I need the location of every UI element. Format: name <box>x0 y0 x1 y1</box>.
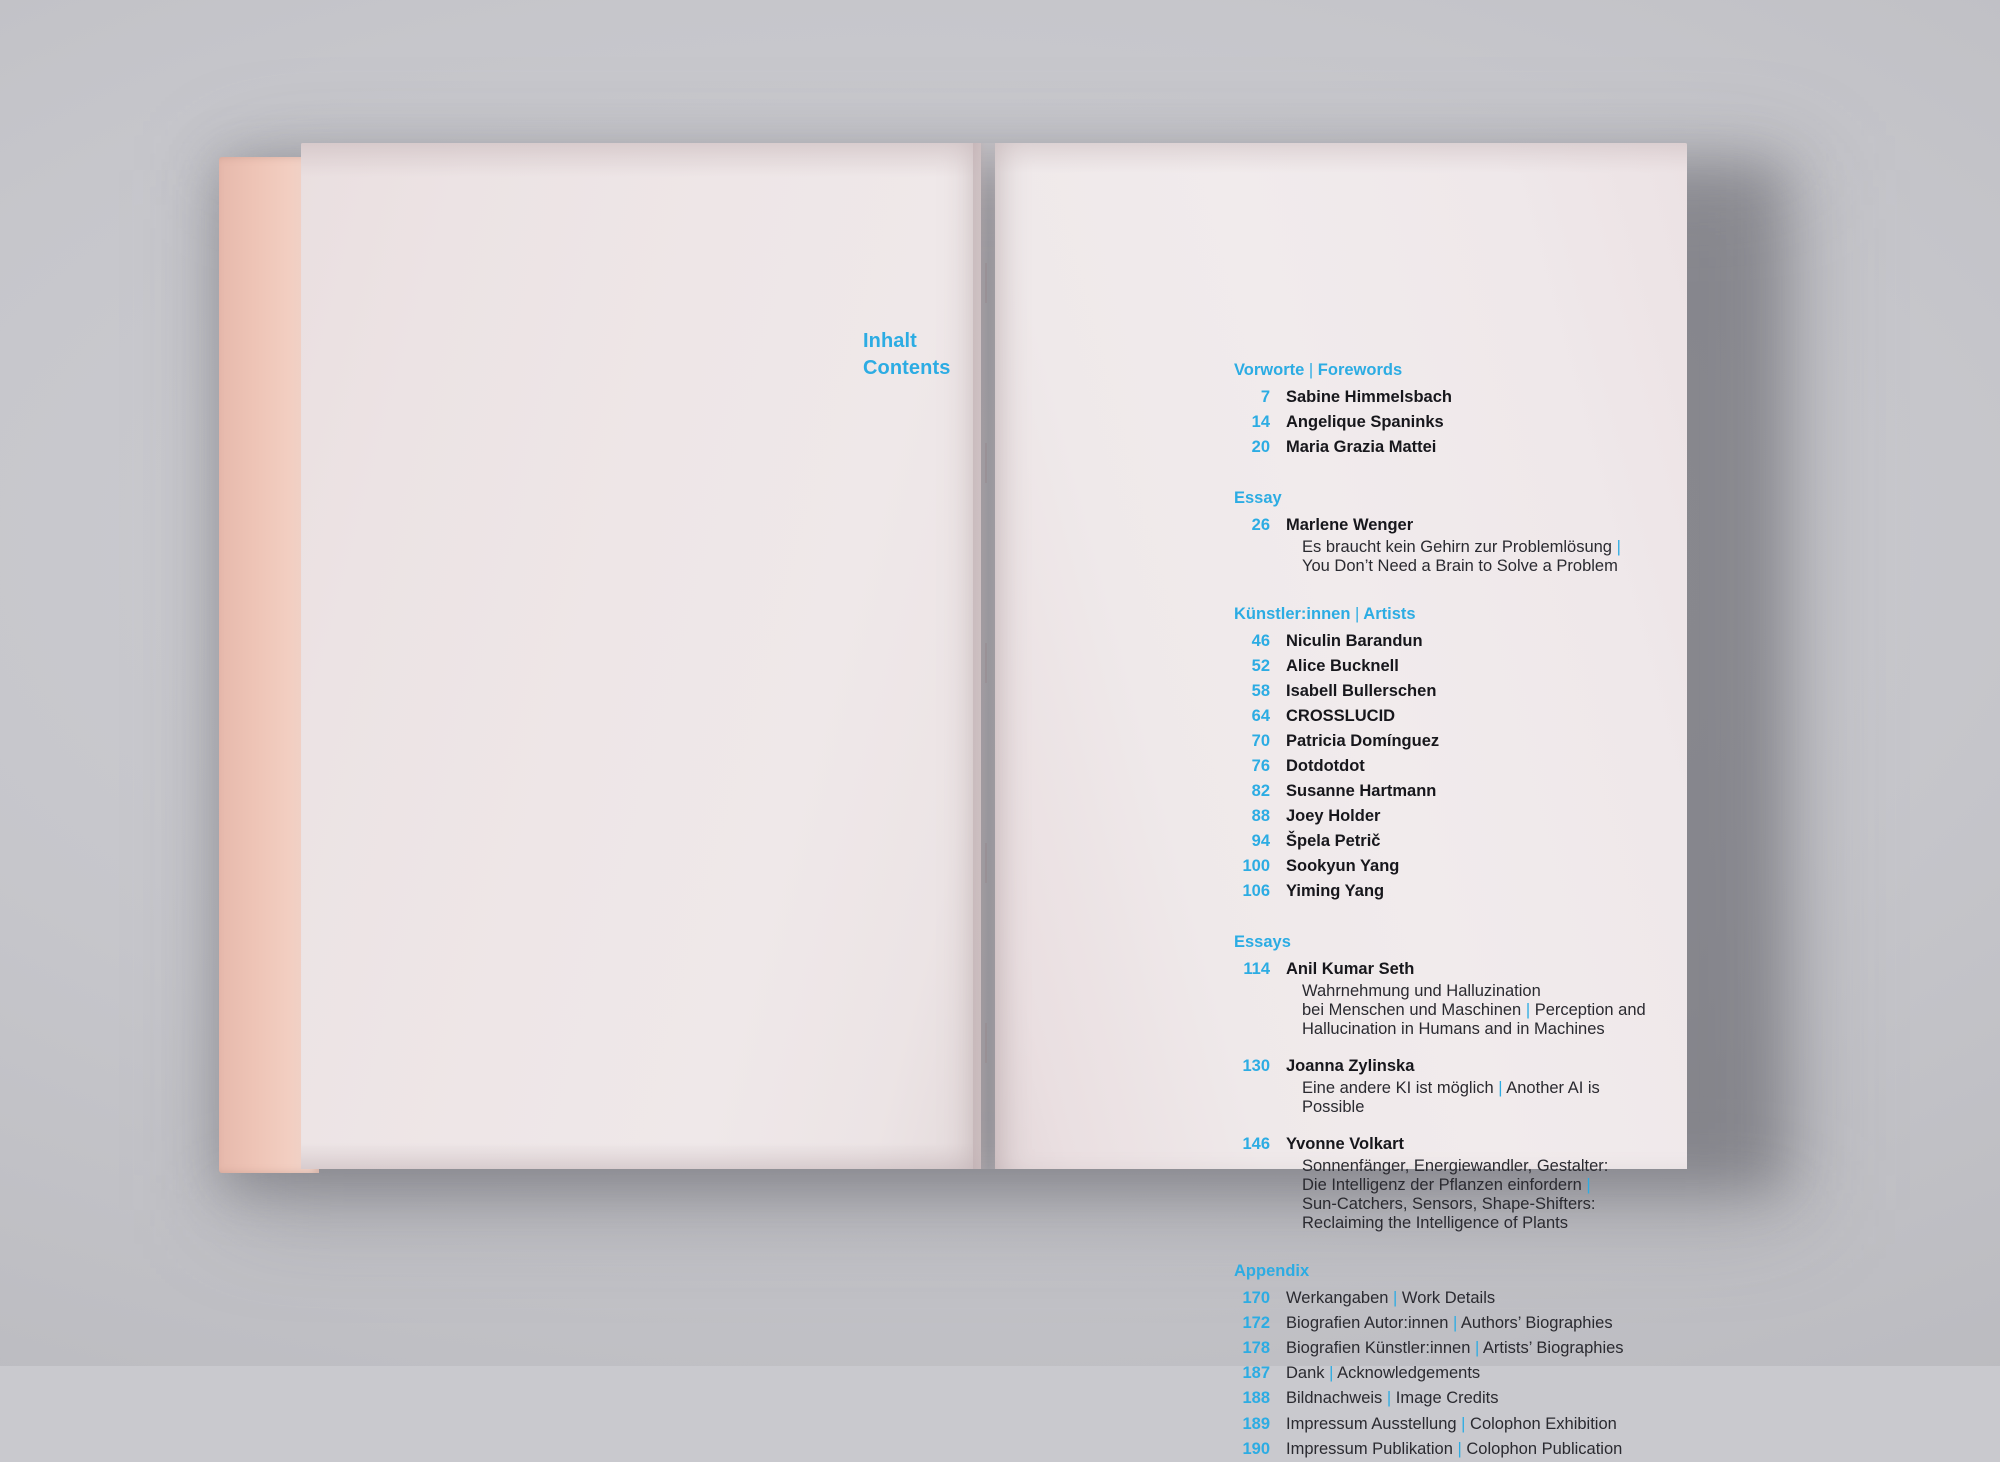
toc-page-number: 20 <box>1251 437 1270 456</box>
toc-section-appendix <box>1234 1259 1654 1461</box>
toc-entry[interactable] <box>1234 854 1654 879</box>
toc-page-number: 190 <box>1242 1439 1270 1458</box>
toc-entry[interactable] <box>1234 1437 1654 1462</box>
toc-entry-title: Susanne Hartmann <box>1286 782 1437 801</box>
toc-entry-title: Bildnachweis | Image Credits <box>1286 1389 1499 1408</box>
toc-entry-title: Alice Bucknell <box>1286 656 1399 675</box>
toc-page-number: 100 <box>1242 857 1270 876</box>
toc-entry-title: Sabine Himmelsbach <box>1286 387 1452 406</box>
toc-entry-title: Joanna Zylinska <box>1286 1057 1415 1076</box>
toc-entry[interactable] <box>1234 704 1654 729</box>
toc-section-forewords <box>1234 358 1654 460</box>
toc-entry[interactable] <box>1234 879 1654 904</box>
toc-entry[interactable] <box>1234 385 1654 410</box>
toc-entry-subtitle: Eine andere KI ist möglich | Another AI is Possible <box>1302 1079 1600 1117</box>
toc-page-number: 106 <box>1242 882 1270 901</box>
toc-page-number: 94 <box>1251 832 1270 851</box>
toc-entry[interactable] <box>1234 629 1654 654</box>
toc-page-number: 58 <box>1251 681 1270 700</box>
toc-entry[interactable] <box>1234 804 1654 829</box>
toc-entry[interactable] <box>1234 1361 1654 1386</box>
spacer <box>1234 1117 1654 1132</box>
toc-page-number: 114 <box>1243 960 1270 979</box>
toc-entry-subtitle: Wahrnehmung und Halluzination bei Menschen und Maschinen | Perception and Hallucination in Humans and in Machines <box>1302 982 1646 1039</box>
toc-entry[interactable] <box>1234 435 1654 460</box>
spacer <box>1234 576 1654 602</box>
toc-page-number: 76 <box>1251 756 1270 775</box>
toc-entry-subtitle: Sonnenfänger, Energiewandler, Gestalter: Die Intelligenz der Pflanzen einfordern | Sun-Catchers, Sensors, Shape-Shifters: Reclaiming the Intelligence of Plants <box>1302 1157 1609 1233</box>
toc-entry-title: Anil Kumar Seth <box>1286 960 1415 979</box>
toc-entry-title: Sookyun Yang <box>1286 857 1400 876</box>
toc-entry-title: Angelique Spaninks <box>1286 412 1444 431</box>
toc-entry[interactable] <box>1234 1412 1654 1437</box>
toc-entry[interactable] <box>1234 754 1654 779</box>
toc-page-number: 172 <box>1242 1314 1270 1333</box>
toc-entry[interactable] <box>1234 1054 1654 1079</box>
toc-section-heading: Essay <box>1234 488 1282 507</box>
toc-page-number: 82 <box>1251 782 1270 801</box>
toc-page-number: 189 <box>1242 1414 1270 1433</box>
toc-entry[interactable] <box>1234 410 1654 435</box>
toc-entry[interactable] <box>1234 513 1654 538</box>
toc-page-number: 70 <box>1251 731 1270 750</box>
toc-entry-title: Maria Grazia Mattei <box>1286 437 1437 456</box>
toc-entry-title: Biografien Künstler:innen | Artists’ Biographies <box>1286 1339 1624 1358</box>
toc-entry[interactable] <box>1234 1286 1654 1311</box>
toc-entry-title: Špela Petrič <box>1286 832 1381 851</box>
open-book <box>219 143 1769 1458</box>
toc-entry-title: Joey Holder <box>1286 807 1381 826</box>
toc-entry[interactable] <box>1234 1336 1654 1361</box>
toc-entry-title: Dotdotdot <box>1286 756 1365 775</box>
toc-entry[interactable] <box>1234 829 1654 854</box>
toc-entry-title: Yvonne Volkart <box>1286 1135 1404 1154</box>
spacer <box>1234 1039 1654 1054</box>
toc-section-heading: Essays <box>1234 933 1291 952</box>
toc-entry-title: Dank | Acknowledgements <box>1286 1364 1481 1383</box>
toc-section-essay <box>1234 486 1654 576</box>
toc-page-number: 7 <box>1260 387 1270 406</box>
toc-entry-title: Yiming Yang <box>1286 882 1385 901</box>
toc-page-number: 178 <box>1242 1339 1270 1358</box>
toc-entry-title: Niculin Barandun <box>1286 631 1423 650</box>
toc-entry-title: Marlene Wenger <box>1286 515 1414 534</box>
toc-page-number: 88 <box>1251 807 1270 826</box>
toc-entry[interactable] <box>1234 1311 1654 1336</box>
toc-entry-title: Impressum Ausstellung | Colophon Exhibition <box>1286 1414 1617 1433</box>
toc-section-artists <box>1234 602 1654 905</box>
toc-page-number: 64 <box>1251 706 1270 725</box>
toc-page-number: 46 <box>1251 631 1270 650</box>
toc-entry-title: Biografien Autor:innen | Authors’ Biographies <box>1286 1314 1613 1333</box>
left-page <box>301 143 981 1169</box>
toc-entry-title: Impressum Publikation | Colophon Publication <box>1286 1439 1623 1458</box>
toc-entry[interactable] <box>1234 679 1654 704</box>
spacer <box>1234 460 1654 486</box>
toc-page-number: 130 <box>1242 1057 1270 1076</box>
toc-entry-title: CROSSLUCID <box>1286 706 1396 725</box>
toc-entry[interactable] <box>1234 654 1654 679</box>
toc-entry[interactable] <box>1234 1132 1654 1157</box>
toc-entry[interactable] <box>1234 1386 1654 1411</box>
toc-page-number: 52 <box>1251 656 1270 675</box>
page-title <box>863 328 950 381</box>
toc-page-number: 170 <box>1242 1289 1270 1308</box>
toc-entry-subtitle: Es braucht kein Gehirn zur Problemlösung | You Don’t Need a Brain to Solve a Problem <box>1302 537 1621 575</box>
toc-section-heading: Künstler:innen | Artists <box>1234 604 1416 623</box>
toc-page-number: 188 <box>1242 1389 1270 1408</box>
toc-entry-title: Werkangaben | Work Details <box>1286 1289 1496 1308</box>
toc-page-number: 26 <box>1251 515 1270 534</box>
toc-section-heading: Appendix <box>1234 1262 1310 1281</box>
page-title-en: Contents <box>863 356 951 379</box>
table-of-contents <box>1234 358 1654 1462</box>
toc-entry-title: Isabell Bullerschen <box>1286 681 1437 700</box>
toc-page-number: 146 <box>1242 1135 1270 1154</box>
toc-entry[interactable] <box>1234 729 1654 754</box>
spacer <box>1234 1233 1654 1259</box>
page-title-de: Inhalt <box>863 330 917 352</box>
toc-entry[interactable] <box>1234 779 1654 804</box>
toc-page-number: 187 <box>1242 1364 1270 1383</box>
toc-page-number: 14 <box>1251 412 1270 431</box>
toc-entry[interactable] <box>1234 957 1654 982</box>
spacer <box>1234 904 1654 930</box>
toc-section-heading: Vorworte | Forewords <box>1234 361 1403 379</box>
toc-section-essays <box>1234 930 1654 1233</box>
toc-entry-title: Patricia Domínguez <box>1286 731 1440 750</box>
